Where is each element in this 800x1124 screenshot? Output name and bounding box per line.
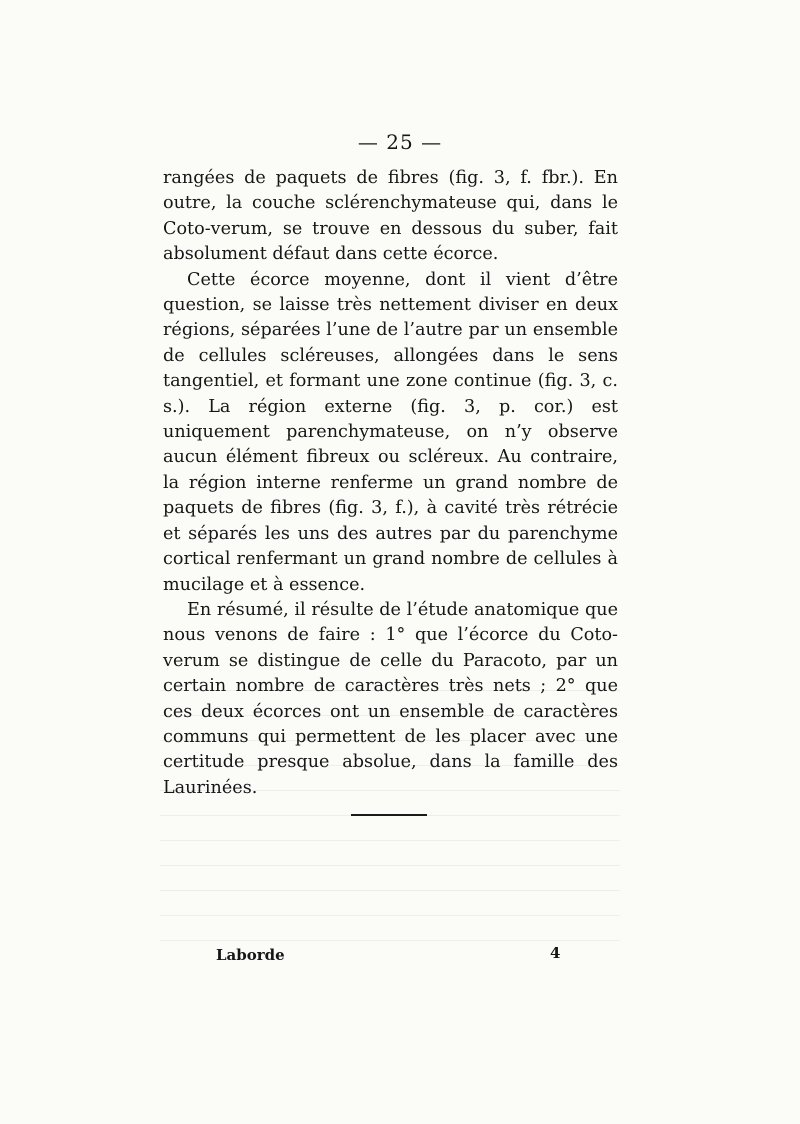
paragraph-3: En résumé, il résulte de l’étude anatomique que nous venons de faire : 1° que l’écorce du Coto-verum se distingue de celle du Paracoto, par un certain nombre de caractères très nets ; 2° que ces deux écorces ont un ensemble de caractères communs qui permettent de les placer avec une certitude presque absolue, dans la famille des Laurinées. xyxy=(163,599,618,798)
sheet-number: 4 xyxy=(550,944,561,962)
signature-mark: Laborde xyxy=(216,946,285,964)
section-divider xyxy=(351,814,427,816)
page-number: — 25 — xyxy=(357,130,443,154)
body-text xyxy=(163,166,618,801)
paragraph-2: Cette écorce moyenne, dont il vient d’être question, se laisse très nettement diviser en deux régions, séparées l’une de l’autre par un ensemble de cellules scléreuses, allongées dans le sens tangentiel, et formant une zone continue (fig. 3, c. s.). La région externe (fig. 3, p. cor.) est uniquement parenchymateuse, on n’y observe aucun élément fibreux ou scléreux. Au contraire, la région interne renferme un grand nombre de paquets de fibres (fig. 3, f.), à cavité très rétrécie et séparés les uns des autres par du parenchyme cortical renfermant un grand nombre de cellules à mucilage et à essence. xyxy=(163,269,618,595)
paragraph-1: rangées de paquets de fibres (fig. 3, f. fbr.). En outre, la couche sclérenchymateuse qui, dans le Coto-verum, se trouve en dessous du suber, fait absolument défaut dans cette écorce. xyxy=(163,168,618,265)
